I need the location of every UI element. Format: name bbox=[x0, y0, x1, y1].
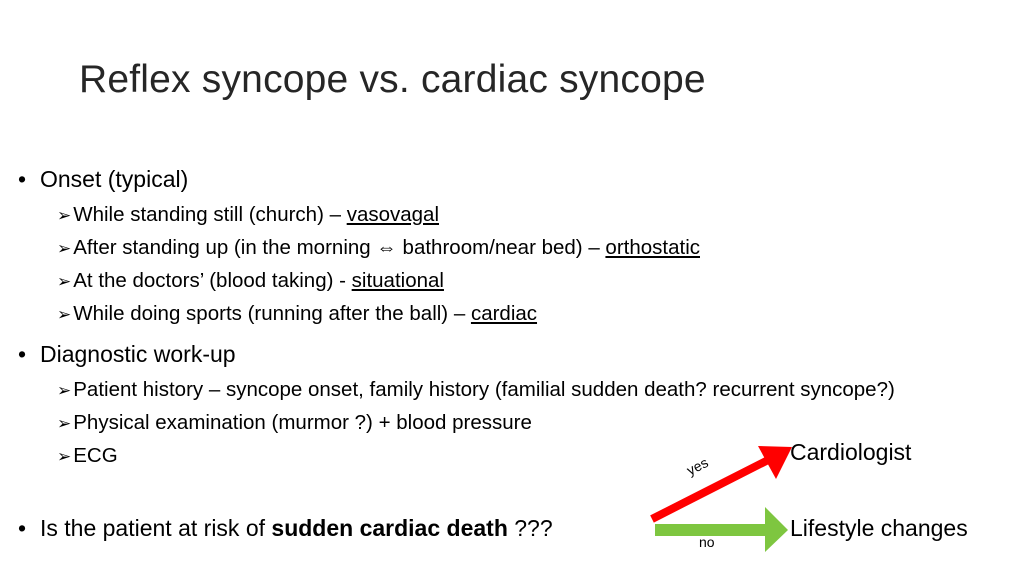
arrow-bullet-icon: ➢ bbox=[57, 414, 72, 433]
arrow-bullet-icon: ➢ bbox=[57, 447, 72, 466]
onset-item-link: vasovagal bbox=[346, 203, 439, 226]
onset-item-link: cardiac bbox=[470, 302, 538, 325]
bullet-dot: • bbox=[18, 341, 27, 367]
onset-item-text: While doing sports (running after the ball) – bbox=[73, 302, 471, 325]
risk-bold: sudden cardiac death bbox=[271, 515, 508, 541]
no-label: no bbox=[699, 534, 715, 550]
arrow-bullet-icon: ➢ bbox=[57, 272, 72, 291]
risk-suffix: ??? bbox=[507, 515, 553, 541]
onset-item-link: orthostatic bbox=[605, 236, 700, 259]
no-arrow-head bbox=[765, 507, 788, 552]
onset-heading: Onset (typical) bbox=[40, 166, 189, 192]
onset-item-text: After standing up (in the morning ⇔ bathroom/near bed) – bbox=[73, 236, 606, 259]
onset-item-link: situational bbox=[351, 269, 444, 292]
yes-arrow-shaft bbox=[652, 458, 772, 519]
workup-item-text: Patient history – syncope onset, family history (familial sudden death? recurrent syncope?) bbox=[73, 378, 895, 401]
yes-label: yes bbox=[684, 454, 711, 479]
workup-item-text: Physical examination (murmor ?) + blood pressure bbox=[73, 411, 532, 434]
onset-item-text: While standing still (church) – bbox=[73, 203, 347, 226]
cardiologist-label: Cardiologist bbox=[790, 439, 912, 465]
yes-arrow bbox=[652, 446, 792, 519]
arrow-bullet-icon: ➢ bbox=[57, 305, 72, 324]
onset-item-text: At the doctors’ (blood taking) - bbox=[73, 269, 352, 292]
workup-item-text: ECG bbox=[73, 444, 118, 467]
slide-title: Reflex syncope vs. cardiac syncope bbox=[79, 58, 706, 101]
arrow-bullet-icon: ➢ bbox=[57, 381, 72, 400]
arrow-bullet-icon: ➢ bbox=[57, 239, 72, 258]
lifestyle-label: Lifestyle changes bbox=[790, 515, 968, 541]
risk-prefix: Is the patient at risk of bbox=[40, 515, 272, 541]
bullet-dot: • bbox=[18, 515, 27, 541]
arrow-bullet-icon: ➢ bbox=[57, 206, 72, 225]
no-arrow bbox=[655, 507, 788, 552]
workup-heading: Diagnostic work-up bbox=[40, 341, 236, 367]
bullet-dot: • bbox=[18, 166, 27, 192]
